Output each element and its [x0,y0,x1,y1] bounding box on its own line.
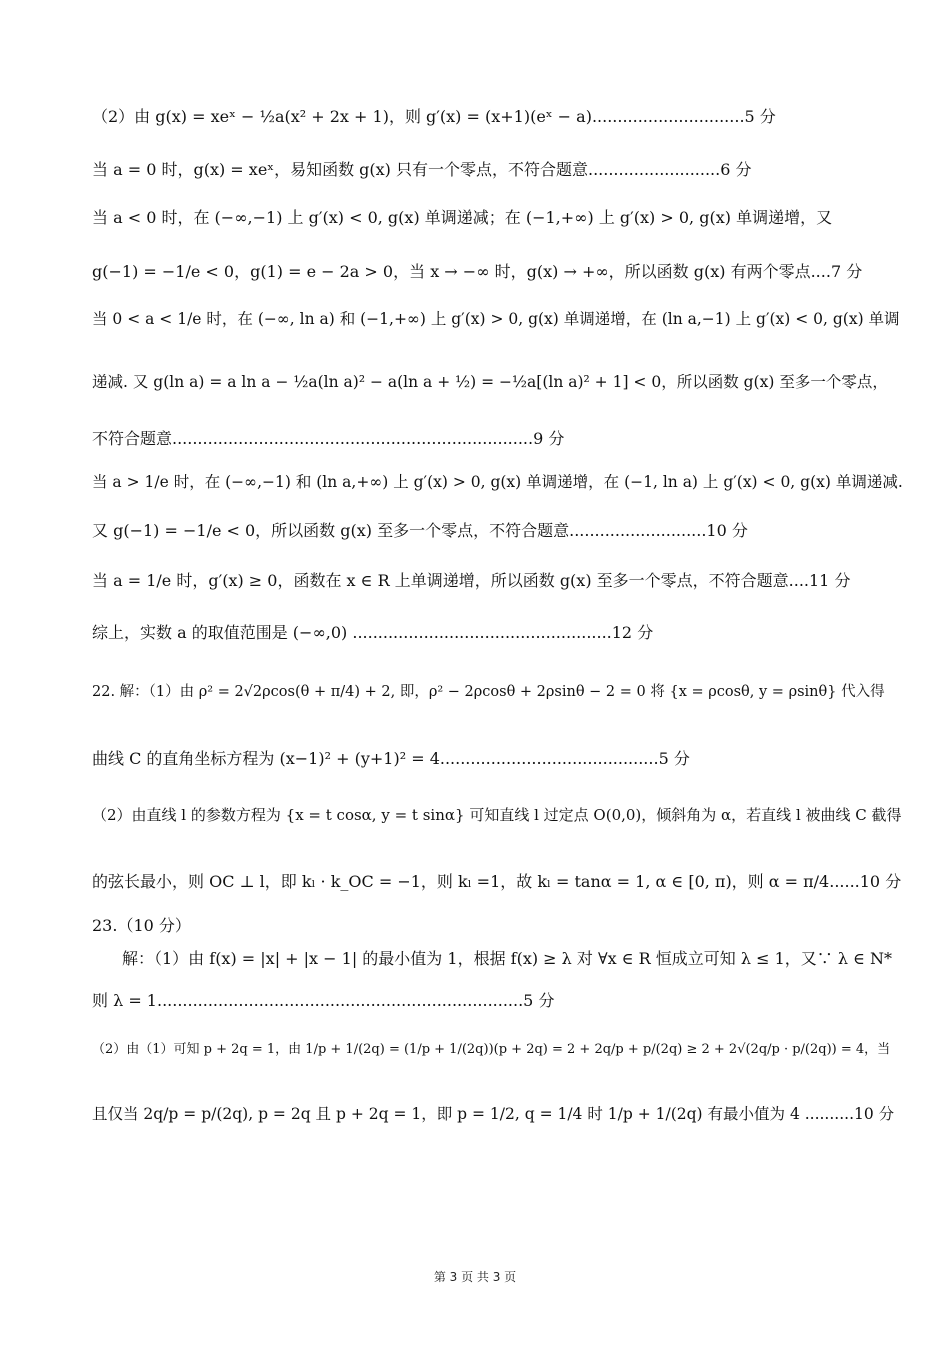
line-15: 的弦长最小，则 OC ⊥ l，即 kₗ · k_OC = −1，则 kₗ =1，故 kₗ = tanα = 1, α ∈ [0, π)，则 α = π/4......10 分 [92,872,902,891]
line-5: 当 0 < a < 1/e 时，在 (−∞, ln a) 和 (−1,+∞) 上 g′(x) > 0, g(x) 单调递增，在 (ln a,−1) 上 g′(x) < 0, g(x) 单调 [92,310,900,328]
line-10: 当 a = 1/e 时，g′(x) ≥ 0，函数在 x ∈ R 上单调递增，所以函数 g(x) 至多一个零点，不符合题意....11 分 [92,571,851,590]
line-12: 22. 解：（1）由 ρ² = 2√2ρcos(θ + π/4) + 2, 即，ρ² − 2ρcosθ + 2ρsinθ − 2 = 0 将 {x = ρcosθ, y = ρsinθ} 代入得 [92,684,885,700]
line-13: 曲线 C 的直角坐标方程为 (x−1)² + (y+1)² = 4...........................................5 分 [92,749,690,768]
line-16: 23.（10 分） [92,916,191,935]
page-footer: 第 3 页 共 3 页 [433,1270,517,1284]
line-1: （2）由 g(x) = xeˣ − ½a(x² + 2x + 1)，则 g′(x) = (x+1)(eˣ − a)..............................5 分 [92,107,776,126]
line-9: 又 g(−1) = −1/e < 0，所以函数 g(x) 至多一个零点，不符合题意...........................10 分 [92,521,748,540]
line-2: 当 a = 0 时，g(x) = xeˣ，易知函数 g(x) 只有一个零点，不符合题意..........................6 分 [92,160,752,179]
line-7: 不符合题意.......................................................................9 分 [92,429,565,448]
line-3: 当 a < 0 时，在 (−∞,−1) 上 g′(x) < 0, g(x) 单调递减；在 (−1,+∞) 上 g′(x) > 0, g(x) 单调递增，又 [92,208,833,227]
line-20: 且仅当 2q/p = p/(2q), p = 2q 且 p + 2q = 1，即 p = 1/2, q = 1/4 时 1/p + 1/(2q) 有最小值为 4 ..........10 分 [92,1105,895,1123]
line-4: g(−1) = −1/e < 0，g(1) = e − 2a > 0，当 x → −∞ 时，g(x) → +∞，所以函数 g(x) 有两个零点....7 分 [92,262,863,281]
line-8: 当 a > 1/e 时，在 (−∞,−1) 和 (ln a,+∞) 上 g′(x) > 0, g(x) 单调递增，在 (−1, ln a) 上 g′(x) < 0, g(x) 单调递减. [92,473,903,491]
line-18: 则 λ = 1........................................................................5 分 [92,991,555,1010]
line-6: 递减. 又 g(ln a) = a ln a − ½a(ln a)² − a(ln a + ½) = −½a[(ln a)² + 1] < 0，所以函数 g(x) 至多一个零点， [92,373,888,391]
line-11: 综上，实数 a 的取值范围是 (−∞,0) ...................................................12 分 [92,623,654,642]
line-14: （2）由直线 l 的参数方程为 {x = t cosα, y = t sinα} 可知直线 l 过定点 O(0,0)，倾斜角为 α，若直线 l 被曲线 C 截得 [92,806,902,824]
line-17: 解：（1）由 f(x) = |x| + |x − 1| 的最小值为 1，根据 f(x) ≥ λ 对 ∀x ∈ R 恒成立可知 λ ≤ 1，又∵ λ ∈ N* [122,949,893,968]
line-19: （2）由（1）可知 p + 2q = 1，由 1/p + 1/(2q) = (1/p + 1/(2q))(p + 2q) = 2 + 2q/p + p/(2q) ≥ 2 + 2√(2q/p · p/(2q)) = 4，当 [92,1042,891,1057]
